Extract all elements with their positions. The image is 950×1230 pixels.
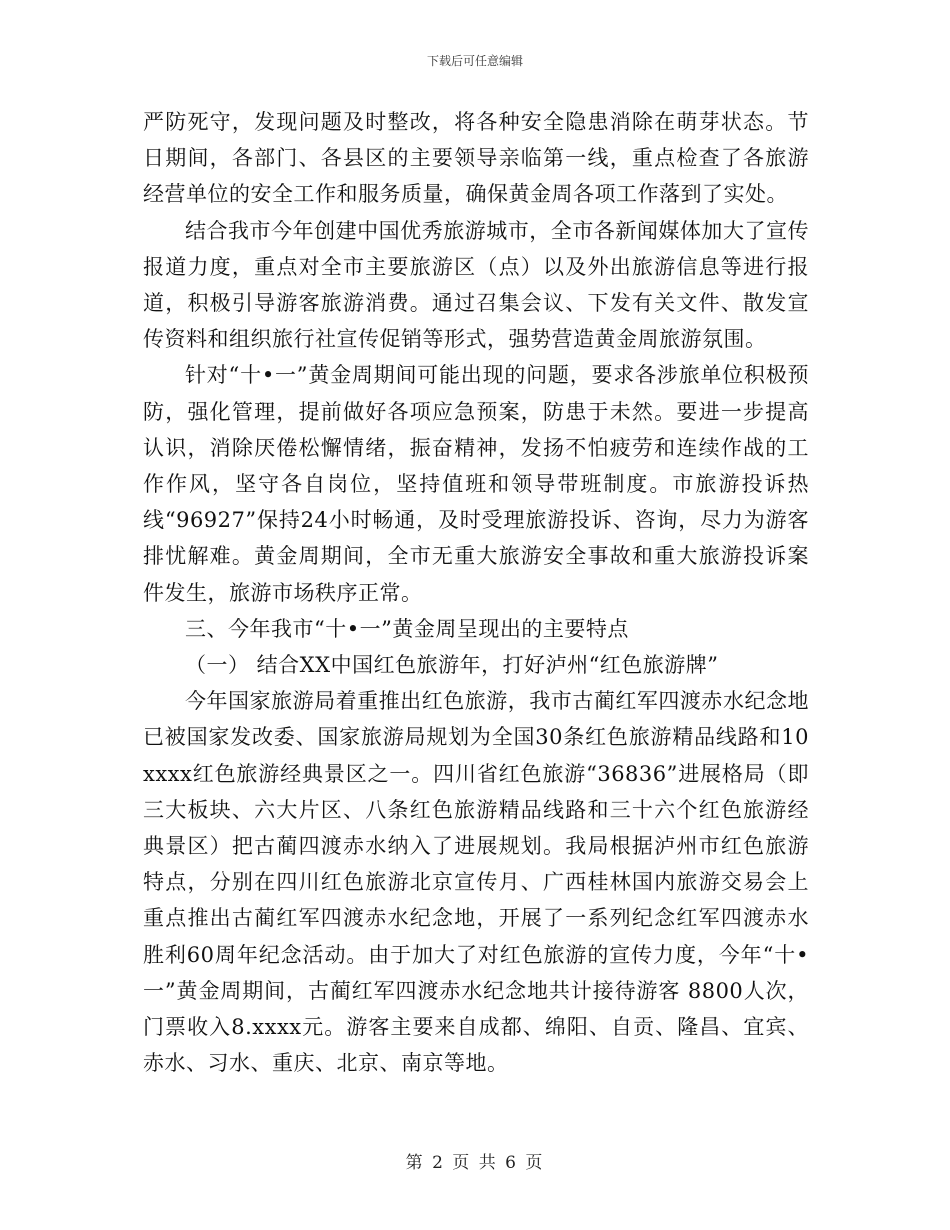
document-body xyxy=(143,104,809,1081)
page-number: 第 2 页 共 6 页 xyxy=(405,1153,545,1173)
subsection-heading: （一） 结合XX中国红色旅游年，打好泸州“红色旅游牌” xyxy=(185,653,719,678)
paragraph-publicity: 结合我市今年创建中国优秀旅游城市，全市各新闻媒体加大了宣传报道力度，重点对全市主要旅游区（点）以及外出旅游信息等进行报道，积极引导游客旅游消费。通过召集会议、下发有关文件、散发宣传资料和组织旅行社宣传促销等形式，强势营造黄金周旅游氛围。 xyxy=(143,218,809,352)
section-heading: 三、今年我市“十•一”黄金周呈现出的主要特点 xyxy=(185,616,629,641)
paragraph-continuation: 严防死守，发现问题及时整改，将各种安全隐患消除在萌芽状态。节日期间，各部门、各县区的主要领导亲临第一线，重点检查了各旅游经营单位的安全工作和服务质量，确保黄金周各项工作落到了实处。 xyxy=(143,110,809,207)
page-header: 下载后可任意编辑 xyxy=(426,54,523,68)
paragraph-red-tourism: 今年国家旅游局着重推出红色旅游，我市古蔺红军四渡赤水纪念地已被国家发改委、国家旅游局规划为全国30条红色旅游精品线路和10xxxx红色旅游经典景区之一。四川省红色旅游“36836”进展格局（即三大板块、六大片区、八条红色旅游精品线路和三十六个红色旅游经典景区）把古蔺四渡赤水纳入了进展规划。我局根据泸州市红色旅游特点，分别在四川红色旅游北京宣传月、广西桂林国内旅游交易会上重点推出古蔺红军四渡赤水纪念地，开展了一系列纪念红军四渡赤水胜利60周年纪念活动。由于加大了对红色旅游的宣传力度，今年“十•一”黄金周期间，古蔺红军四渡赤水纪念地共计接待游客 8800人次，门票收入8.xxxx元。游客主要来自成都、绵阳、自贡、隆昌、宜宾、赤水、习水、重庆、北京、南京等地。 xyxy=(143,689,809,1076)
paragraph-prevention: 针对“十•一”黄金周期间可能出现的问题，要求各涉旅单位积极预防，强化管理，提前做好各项应急预案，防患于未然。要进一步提高认识，消除厌倦松懈情绪，振奋精神，发扬不怕疲劳和连续作战的工作作风，坚守各自岗位，坚持值班和领导带班制度。市旅游投诉热线“96927”保持24小时畅通，及时受理旅游投诉、咨询，尽力为游客排忧解难。黄金周期间，全市无重大旅游安全事故和重大旅游投诉案件发生，旅游市场秩序正常。 xyxy=(143,363,809,605)
